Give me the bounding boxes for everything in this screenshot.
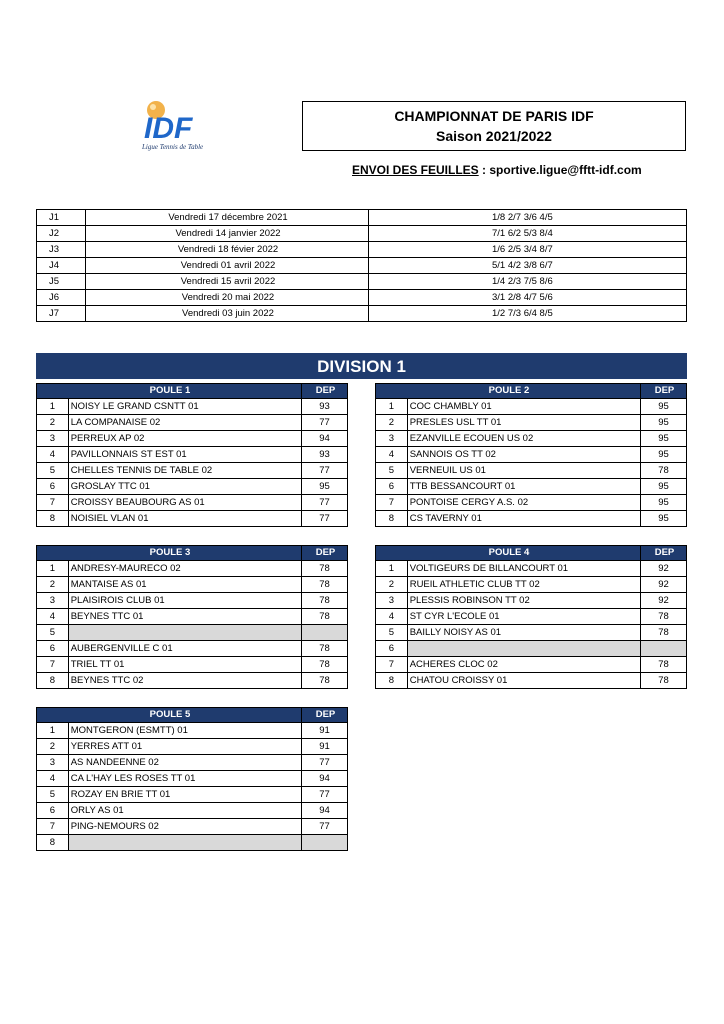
team-number: 6 (37, 479, 69, 495)
team-number: 8 (376, 673, 408, 689)
team-row (37, 431, 348, 447)
team-dep: 93 (301, 447, 347, 463)
team-name: ST CYR L'ECOLE 01 (407, 609, 640, 625)
team-row (37, 447, 348, 463)
team-row (37, 625, 348, 641)
team-row (376, 593, 687, 609)
team-row (37, 787, 348, 803)
team-row (37, 561, 348, 577)
team-name: ACHERES CLOC 02 (407, 657, 640, 673)
team-name: CHELLES TENNIS DE TABLE 02 (68, 463, 301, 479)
dep-header: DEP (640, 384, 686, 399)
team-number: 4 (376, 447, 408, 463)
journee-date: Vendredi 15 avril 2022 (86, 274, 369, 290)
team-row (37, 723, 348, 739)
schedule-row (37, 258, 687, 274)
journee-date: Vendredi 14 janvier 2022 (86, 226, 369, 242)
dep-header: DEP (301, 384, 347, 399)
division-banner: DIVISION 1 (36, 353, 687, 379)
team-dep: 95 (640, 399, 686, 415)
team-row (37, 657, 348, 673)
team-number: 2 (37, 739, 69, 755)
team-name: AUBERGENVILLE C 01 (68, 641, 301, 657)
team-name: PING-NEMOURS 02 (68, 819, 301, 835)
team-number: 5 (376, 463, 408, 479)
team-row (37, 593, 348, 609)
schedule-table (36, 209, 687, 322)
team-name: ORLY AS 01 (68, 803, 301, 819)
team-dep: 77 (301, 463, 347, 479)
poule-5-table (36, 707, 348, 851)
team-number: 5 (37, 787, 69, 803)
journee-date: Vendredi 20 mai 2022 (86, 290, 369, 306)
schedule-row (37, 274, 687, 290)
team-dep (301, 835, 347, 851)
team-row (37, 755, 348, 771)
team-number: 8 (376, 511, 408, 527)
team-dep: 78 (640, 625, 686, 641)
journee-label: J1 (37, 210, 86, 226)
team-number: 8 (37, 673, 69, 689)
team-name: NOISIEL VLAN 01 (68, 511, 301, 527)
team-name: COC CHAMBLY 01 (407, 399, 640, 415)
poule-name: POULE 3 (37, 546, 302, 561)
team-dep: 94 (301, 431, 347, 447)
team-number: 2 (376, 415, 408, 431)
team-dep: 77 (301, 819, 347, 835)
team-number: 4 (37, 447, 69, 463)
journee-label: J5 (37, 274, 86, 290)
journee-label: J4 (37, 258, 86, 274)
team-dep: 91 (301, 739, 347, 755)
team-number: 7 (376, 657, 408, 673)
logo-subtitle: Ligue Tennis de Table (142, 143, 204, 151)
journee-date: Vendredi 01 avril 2022 (86, 258, 369, 274)
team-row (376, 495, 687, 511)
team-number: 4 (37, 609, 69, 625)
team-row (376, 463, 687, 479)
team-dep: 91 (301, 723, 347, 739)
team-name (68, 625, 301, 641)
poule-2-table (375, 383, 687, 527)
team-row (376, 561, 687, 577)
team-name: GROSLAY TTC 01 (68, 479, 301, 495)
team-dep: 95 (640, 511, 686, 527)
team-number: 3 (376, 431, 408, 447)
team-number: 1 (376, 561, 408, 577)
team-row (376, 399, 687, 415)
team-number: 2 (376, 577, 408, 593)
journee-date: Vendredi 03 juin 2022 (86, 306, 369, 322)
idf-logo (138, 98, 230, 158)
team-row (376, 657, 687, 673)
journee-games: 3/1 2/8 4/7 5/6 (369, 290, 687, 306)
envoi-separator: : (478, 163, 490, 177)
team-name (407, 641, 640, 657)
schedule-row (37, 242, 687, 258)
team-name: CS TAVERNY 01 (407, 511, 640, 527)
team-number: 4 (37, 771, 69, 787)
team-number: 3 (37, 755, 69, 771)
team-row (37, 463, 348, 479)
team-name: EZANVILLE ECOUEN US 02 (407, 431, 640, 447)
journee-games: 7/1 6/2 5/3 8/4 (369, 226, 687, 242)
dep-header: DEP (640, 546, 686, 561)
team-number: 4 (376, 609, 408, 625)
team-number: 6 (37, 803, 69, 819)
title-box (302, 101, 686, 151)
journee-label: J2 (37, 226, 86, 242)
team-row (37, 495, 348, 511)
team-dep: 77 (301, 755, 347, 771)
svg-text:IDF: IDF (144, 112, 193, 145)
team-row (37, 399, 348, 415)
envoi-email[interactable]: sportive.ligue@fftt-idf.com (489, 163, 642, 177)
team-row (376, 609, 687, 625)
team-name: PONTOISE CERGY A.S. 02 (407, 495, 640, 511)
team-name: VOLTIGEURS DE BILLANCOURT 01 (407, 561, 640, 577)
poule-3-table (36, 545, 348, 689)
team-dep: 77 (301, 495, 347, 511)
team-dep: 95 (640, 447, 686, 463)
team-dep: 78 (301, 641, 347, 657)
team-dep: 78 (640, 673, 686, 689)
team-number: 6 (37, 641, 69, 657)
team-number: 7 (37, 657, 69, 673)
team-number: 5 (37, 463, 69, 479)
team-dep (301, 625, 347, 641)
journee-label: J3 (37, 242, 86, 258)
team-name: PLAISIROIS CLUB 01 (68, 593, 301, 609)
team-dep: 95 (301, 479, 347, 495)
team-number: 6 (376, 479, 408, 495)
team-name: CA L'HAY LES ROSES TT 01 (68, 771, 301, 787)
team-number: 1 (37, 561, 69, 577)
journee-date: Vendredi 17 décembre 2021 (86, 210, 369, 226)
team-dep: 77 (301, 787, 347, 803)
team-name: ROZAY EN BRIE TT 01 (68, 787, 301, 803)
poule-name: POULE 4 (376, 546, 641, 561)
team-row (37, 641, 348, 657)
team-dep (640, 641, 686, 657)
team-row (37, 609, 348, 625)
team-number: 5 (376, 625, 408, 641)
season-title: Saison 2021/2022 (436, 128, 552, 144)
team-name: NOISY LE GRAND CSNTT 01 (68, 399, 301, 415)
team-dep: 92 (640, 593, 686, 609)
team-dep: 77 (301, 415, 347, 431)
team-dep: 92 (640, 577, 686, 593)
team-name: CROISSY BEAUBOURG AS 01 (68, 495, 301, 511)
team-row (37, 803, 348, 819)
team-dep: 78 (640, 463, 686, 479)
team-name (68, 835, 301, 851)
schedule-row (37, 210, 687, 226)
team-name: AS NANDEENNE 02 (68, 755, 301, 771)
team-name: YERRES ATT 01 (68, 739, 301, 755)
team-number: 7 (37, 819, 69, 835)
poule-1-table (36, 383, 348, 527)
journee-date: Vendredi 18 févier 2022 (86, 242, 369, 258)
poule-name: POULE 2 (376, 384, 641, 399)
team-number: 2 (37, 415, 69, 431)
envoi-label: ENVOI DES FEUILLES (352, 163, 479, 177)
team-name: SANNOIS OS TT 02 (407, 447, 640, 463)
team-dep: 95 (640, 431, 686, 447)
team-row (376, 673, 687, 689)
schedule-row (37, 306, 687, 322)
team-dep: 94 (301, 803, 347, 819)
team-dep: 78 (301, 577, 347, 593)
team-name: BEYNES TTC 02 (68, 673, 301, 689)
team-row (37, 835, 348, 851)
poule-4-table (375, 545, 687, 689)
envoi-line (352, 163, 642, 177)
team-number: 1 (37, 399, 69, 415)
team-row (37, 673, 348, 689)
journee-games: 1/6 2/5 3/4 8/7 (369, 242, 687, 258)
team-dep: 78 (301, 673, 347, 689)
schedule-row (37, 290, 687, 306)
schedule-row (37, 226, 687, 242)
team-row (376, 625, 687, 641)
team-name: PERREUX AP 02 (68, 431, 301, 447)
team-name: BAILLY NOISY AS 01 (407, 625, 640, 641)
team-name: TTB BESSANCOURT 01 (407, 479, 640, 495)
team-row (37, 511, 348, 527)
journee-label: J6 (37, 290, 86, 306)
team-number: 8 (37, 835, 69, 851)
team-name: ANDRESY-MAURECO 02 (68, 561, 301, 577)
team-dep: 95 (640, 495, 686, 511)
team-row (376, 415, 687, 431)
team-number: 7 (376, 495, 408, 511)
journee-games: 1/2 7/3 6/4 8/5 (369, 306, 687, 322)
team-name: RUEIL ATHLETIC CLUB TT 02 (407, 577, 640, 593)
team-row (376, 511, 687, 527)
team-row (37, 479, 348, 495)
team-number: 8 (37, 511, 69, 527)
team-name: CHATOU CROISSY 01 (407, 673, 640, 689)
team-number: 1 (37, 723, 69, 739)
team-name: TRIEL TT 01 (68, 657, 301, 673)
dep-header: DEP (301, 546, 347, 561)
journee-games: 1/4 2/3 7/5 8/6 (369, 274, 687, 290)
team-dep: 78 (640, 609, 686, 625)
team-row (37, 577, 348, 593)
team-row (376, 431, 687, 447)
team-row (37, 415, 348, 431)
poule-name: POULE 1 (37, 384, 302, 399)
team-dep: 95 (640, 479, 686, 495)
team-row (376, 641, 687, 657)
team-name: VERNEUIL US 01 (407, 463, 640, 479)
team-name: MANTAISE AS 01 (68, 577, 301, 593)
team-dep: 78 (301, 561, 347, 577)
team-dep: 78 (640, 657, 686, 673)
team-row (376, 577, 687, 593)
team-number: 3 (37, 593, 69, 609)
team-row (376, 447, 687, 463)
team-dep: 77 (301, 511, 347, 527)
team-number: 1 (376, 399, 408, 415)
team-dep: 78 (301, 609, 347, 625)
team-dep: 93 (301, 399, 347, 415)
team-dep: 94 (301, 771, 347, 787)
poule-name: POULE 5 (37, 708, 302, 723)
team-row (37, 771, 348, 787)
journee-games: 1/8 2/7 3/6 4/5 (369, 210, 687, 226)
dep-header: DEP (301, 708, 347, 723)
team-name: PLESSIS ROBINSON TT 02 (407, 593, 640, 609)
team-name: PRESLES USL TT 01 (407, 415, 640, 431)
team-number: 5 (37, 625, 69, 641)
team-dep: 78 (301, 657, 347, 673)
team-name: LA COMPANAISE 02 (68, 415, 301, 431)
journee-label: J7 (37, 306, 86, 322)
team-name: MONTGERON (ESMTT) 01 (68, 723, 301, 739)
team-number: 6 (376, 641, 408, 657)
team-number: 3 (37, 431, 69, 447)
team-number: 3 (376, 593, 408, 609)
team-number: 7 (37, 495, 69, 511)
team-number: 2 (37, 577, 69, 593)
team-name: BEYNES TTC 01 (68, 609, 301, 625)
team-row (37, 739, 348, 755)
team-dep: 92 (640, 561, 686, 577)
team-row (376, 479, 687, 495)
team-name: PAVILLONNAIS ST EST 01 (68, 447, 301, 463)
team-dep: 78 (301, 593, 347, 609)
journee-games: 5/1 4/2 3/8 6/7 (369, 258, 687, 274)
team-row (37, 819, 348, 835)
team-dep: 95 (640, 415, 686, 431)
championship-title: CHAMPIONNAT DE PARIS IDF (394, 108, 594, 124)
